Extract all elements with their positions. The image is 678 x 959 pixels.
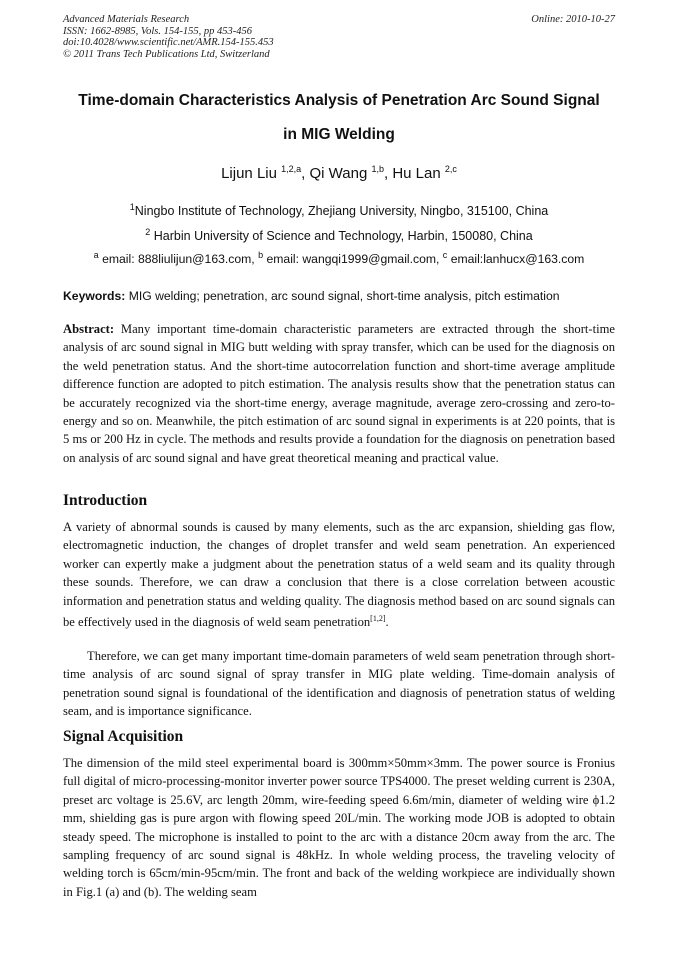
doi-line: doi:10.4028/www.scientific.net/AMR.154-155.453 <box>63 37 274 48</box>
author-separator: , <box>384 165 393 182</box>
paper-title-line-1: Time-domain Characteristics Analysis of Penetration Arc Sound Signal <box>78 92 600 109</box>
signal-acquisition-paragraph-1: The dimension of the mild steel experimental board is 300mm×50mm×3mm. The power source is Fronius full digital of micro-processing-monitor inverter power source TPS4000. The preset welding current is 230A, preset arc voltage is 25.6V, arc length 20mm, wire-feeding speed 6.6m/min, diameter of welding wire ϕ1.2 mm, shielding gas is pure argon with flowing speed 20L/min. The working mode JOB is adopted to obtain steady speed. The microphone is installed to point to the arc with a distance 20cm away from the arc. The sampling frequency of arc sound signal is 48kHz. In whole welding process, the traveling velocity of welding torch is 65cm/min-95cm/min. The front and back of the welding workpiece are individually shown in Fig.1 (a) and (b). The welding seam <box>63 756 615 899</box>
online-date: Online: 2010-10-27 <box>531 14 615 25</box>
author-affiliation-mark: 2,c <box>444 164 457 174</box>
author-name: Hu Lan <box>392 165 441 182</box>
paragraph-end: . <box>385 615 389 630</box>
author-separator: , <box>301 165 310 182</box>
affiliation-1 <box>40 201 638 218</box>
journal-name: Advanced Materials Research <box>63 14 190 25</box>
affiliation-text: Ningbo Institute of Technology, Zhejiang University, Ningbo, 315100, China <box>134 204 549 218</box>
author-emails <box>40 249 638 266</box>
section-heading-introduction: Introduction <box>63 492 148 509</box>
copyright-line: © 2011 Trans Tech Publications Ltd, Switzerland <box>63 48 270 60</box>
author-name: Qi Wang <box>309 165 368 182</box>
affiliation-text: Harbin University of Science and Technology, Harbin, 150080, China <box>153 229 533 243</box>
citation-ref: [1,2] <box>370 614 386 624</box>
email-mark: a <box>93 249 99 260</box>
abstract-label: Abstract: <box>63 322 115 336</box>
author-affiliation-mark: 1,b <box>371 164 384 174</box>
section-heading-signal-acquisition: Signal Acquisition <box>63 728 184 745</box>
journal-header <box>63 14 274 60</box>
email-text: email: 888liulijun@163.com, <box>102 252 259 266</box>
keywords-text: MIG welding; penetration, arc sound signal, short-time analysis, pitch estimation <box>128 289 560 303</box>
affiliation-mark: 2 <box>145 226 151 237</box>
paragraph-text: A variety of abnormal sounds is caused by many elements, such as the arc expansion, shielding gas flow, electromagnetic induction, the changes of droplet transfer and weld seam penetration. An experienced worker can expertly make a judgment about the penetration status of a weld seam and its quality through these sounds. Therefore, we can draw a conclusion that there is a close correlation between acoustic information and penetration status and welding quality. The diagnosis method based on arc sound signals can be effectively used in the diagnosis of weld seam penetration <box>63 520 615 630</box>
email-mark: b <box>258 249 264 260</box>
email-mark: c <box>442 249 448 260</box>
abstract-text: Many important time-domain characteristic parameters are extracted through the short-time analysis of arc sound signal in MIG butt welding with spray transfer, which can be used for the diagnosis on the weld penetration status. And the short-time autocorrelation function and short-time average amplitude difference function are adopted to pitch estimation. The analysis results show that the penetration status can be accurately recognized via the short-time energy, average magnitude, average zero-crossing and zero-to-energy and so on. Meanwhile, the pitch estimation of arc sound signal in experiments is at 220 points, that is 5 ms or 200 Hz in cycle. The methods and results provide a foundation for the diagnosis on penetration based on analysis of arc sound signal and have great theoretical meaning and practical value. <box>63 322 615 465</box>
paper-title-line-2: in MIG Welding <box>283 126 395 143</box>
email-text: email:lanhucx@163.com <box>450 252 585 266</box>
author-name: Lijun Liu <box>221 165 277 182</box>
author-list <box>40 165 638 182</box>
keywords <box>63 289 615 303</box>
introduction-paragraph-2: Therefore, we can get many important time-domain parameters of weld seam penetration through short-time analysis of arc sound signal of spray transfer in MIG plate welding. Time-domain analysis of penetration sound signal is foundational of the identification and diagnosis of penetration status of welding seam, and is importance significance. <box>63 649 615 719</box>
introduction-paragraph-1 <box>63 518 615 632</box>
abstract <box>63 320 615 467</box>
keywords-label: Keywords: <box>63 289 126 303</box>
affiliation-mark: 1 <box>129 201 135 212</box>
author-affiliation-mark: 1,2,a <box>281 164 302 174</box>
affiliation-2 <box>40 226 638 243</box>
issn-line: ISSN: 1662-8985, Vols. 154-155, pp 453-456 <box>63 25 252 37</box>
email-text: email: wangqi1999@gmail.com, <box>266 252 443 266</box>
